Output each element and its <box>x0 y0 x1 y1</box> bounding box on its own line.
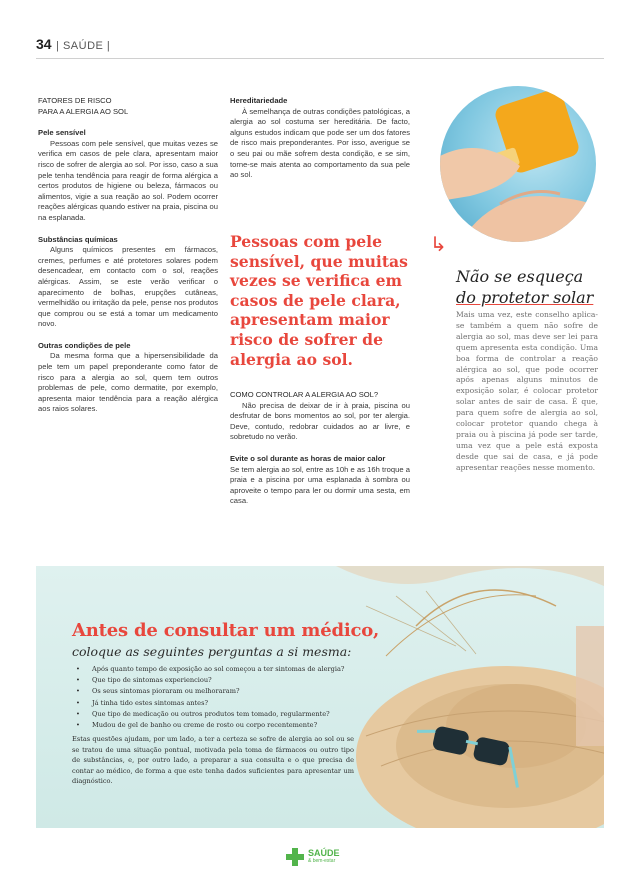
list-item: • Que tipo de medicação ou outros produtos tem tomado, regularmente? <box>72 709 372 720</box>
sunscreen-photo <box>440 86 596 242</box>
paragraph-hereditariedade: À semelhança de outras condições patológicas, a alergia ao sol costuma ser hereditária. De facto, alguns estudos indicam que pode ser um dos fatores de risco mais preponderantes. Por isso, averigue se o seu pai ou mãe sofrem desta condição, e se sim, torne-se mais atenta ao comportamento da sua pele ao sol. <box>230 106 410 180</box>
list-item: • Os seus sintomas pioraram ou melhoraram? <box>72 686 372 697</box>
doctor-questions-box <box>36 566 604 828</box>
left-column <box>38 96 218 415</box>
sidebar-title-line1: Não se esqueça <box>456 267 584 286</box>
box-subtitle: coloque as seguintes perguntas a si mesma: <box>72 644 352 659</box>
section-label: | SAÚDE | <box>56 40 111 52</box>
heading-pele-sensivel: Pele sensível <box>38 128 86 138</box>
middle-column-top <box>230 96 410 181</box>
sidebar-text: Mais uma vez, este conselho aplica-se também a quem não sofre de alergia ao sol, mas deve ser lei para quem apresenta esta condição. Uma boa forma de controlar a reação alérgica ao sol, que pode ocorrer após apenas alguns minutos de exposição solar, é colocar protetor solar antes de sair de casa. É que, para quem sofre de alergia ao sol, colocar protetor quando chega à praia ou à piscina já pode ser tarde, uma vez que a pele está exposta desde que sai de casa, e já pode apresentar reações nesse momento. <box>456 310 598 472</box>
page-number: 34 <box>36 36 52 52</box>
questions-list <box>72 664 372 731</box>
paragraph-controlar: Não precisa de deixar de ir à praia, piscina ou desfrutar de bons momentos ao sol, por ter alergia. Deve, contudo, redobrar cuidados ao ar livre, e sobretudo no verão. <box>230 400 410 442</box>
page-header <box>36 36 604 59</box>
heading-outras-condicoes: Outras condições de pele <box>38 340 131 350</box>
footer-logo <box>286 846 356 868</box>
list-item: • Mudou de gel de banho ou creme de rosto ou corpo recentemente? <box>72 720 372 731</box>
heading-evite-sol: Evite o sol durante as horas de maior calor <box>230 453 386 463</box>
plus-cross-icon <box>286 848 304 866</box>
heading-hereditariedade: Hereditariedade <box>230 96 288 105</box>
curved-arrow-icon: ↳ <box>430 234 447 256</box>
sunscreen-illustration <box>440 86 596 242</box>
paragraph-evite-sol: Se tem alergia ao sol, entre as 10h e as 16h troque a praia e a piscina por uma esplanada à sombra ou aproveite o tempo para ler ou dormir uma sesta, em casa. <box>230 464 410 506</box>
section-title-line1: FATORES DE RISCO <box>38 96 112 105</box>
sidebar-title <box>456 266 606 308</box>
section-title-line2: PARA A ALERGIA AO SOL <box>38 106 129 116</box>
box-title: Antes de consultar um médico, <box>72 620 380 641</box>
heading-controlar: COMO CONTROLAR A ALERGIA AO SOL? <box>230 390 379 399</box>
list-item: • Após quanto tempo de exposição ao sol começou a ter sintomas de alergia? <box>72 664 372 675</box>
box-paragraph: Estas questões ajudam, por um lado, a ter a certeza se sofre de alergia ao sol ou se se tratou de uma situação pontual, motivada pela toma de fármacos ou outro tipo de substâncias, e, por outro lado, a preparar a sua consulta e o que precisa de contar ao médico, de forma a que este tenha dados suficientes para apresentar um diagnóstico. <box>72 735 354 785</box>
list-item: • Que tipo de sintomas experienciou? <box>72 675 372 686</box>
paragraph-outras-condicoes: Da mesma forma que a hipersensibilidade da pele tem um papel preponderante como fator de risco para a alergia ao sol, quem tem outros problemas de pele, como dermatite, por exemplo, apresenta maior tendência para a reação alérgica aos raios solares. <box>38 351 218 414</box>
footer-brand: SAÚDE <box>308 848 340 858</box>
footer-tagline: & bem-estar <box>308 858 336 864</box>
sidebar-title-line2: do protetor solar <box>456 288 594 307</box>
middle-column-bottom <box>230 390 410 507</box>
heading-substancias: Substâncias químicas <box>38 234 118 244</box>
pull-quote: Pessoas com pele sensível, que muitas vezes se verifica em casos de pele clara, apresentam maior risco de sofrer de alergia ao sol. <box>230 232 408 369</box>
paragraph-substancias: Alguns químicos presentes em fármacos, cremes, perfumes e até protetores solares podem desencadear, em contacto com o sol, reações alérgicas. Assim, se este verão verificar o aparecimento de bolhas, erupções cutâneas, vermelhidão ou irritação da pele, pense nos produtos que comprou ou se está a tomar um medicamento novo. <box>38 245 218 329</box>
paragraph-pele-sensivel: Pessoas com pele sensível, que muitas vezes se verifica em casos de pele clara, apresentam maior risco de sofrer de alergia ao sol. Por isso, caso a sua pele tenha tendência para reagir de forma alérgica a certos produtos de higiene ou beleza, fármacos ou alimentos, vigie a sua reação ao sol. Podem ocorrer reações alérgicas quando estiver na praia, piscina ou na esplanada. <box>38 138 218 222</box>
list-item: • Já tinha tido estes sintomas antes? <box>72 698 372 709</box>
